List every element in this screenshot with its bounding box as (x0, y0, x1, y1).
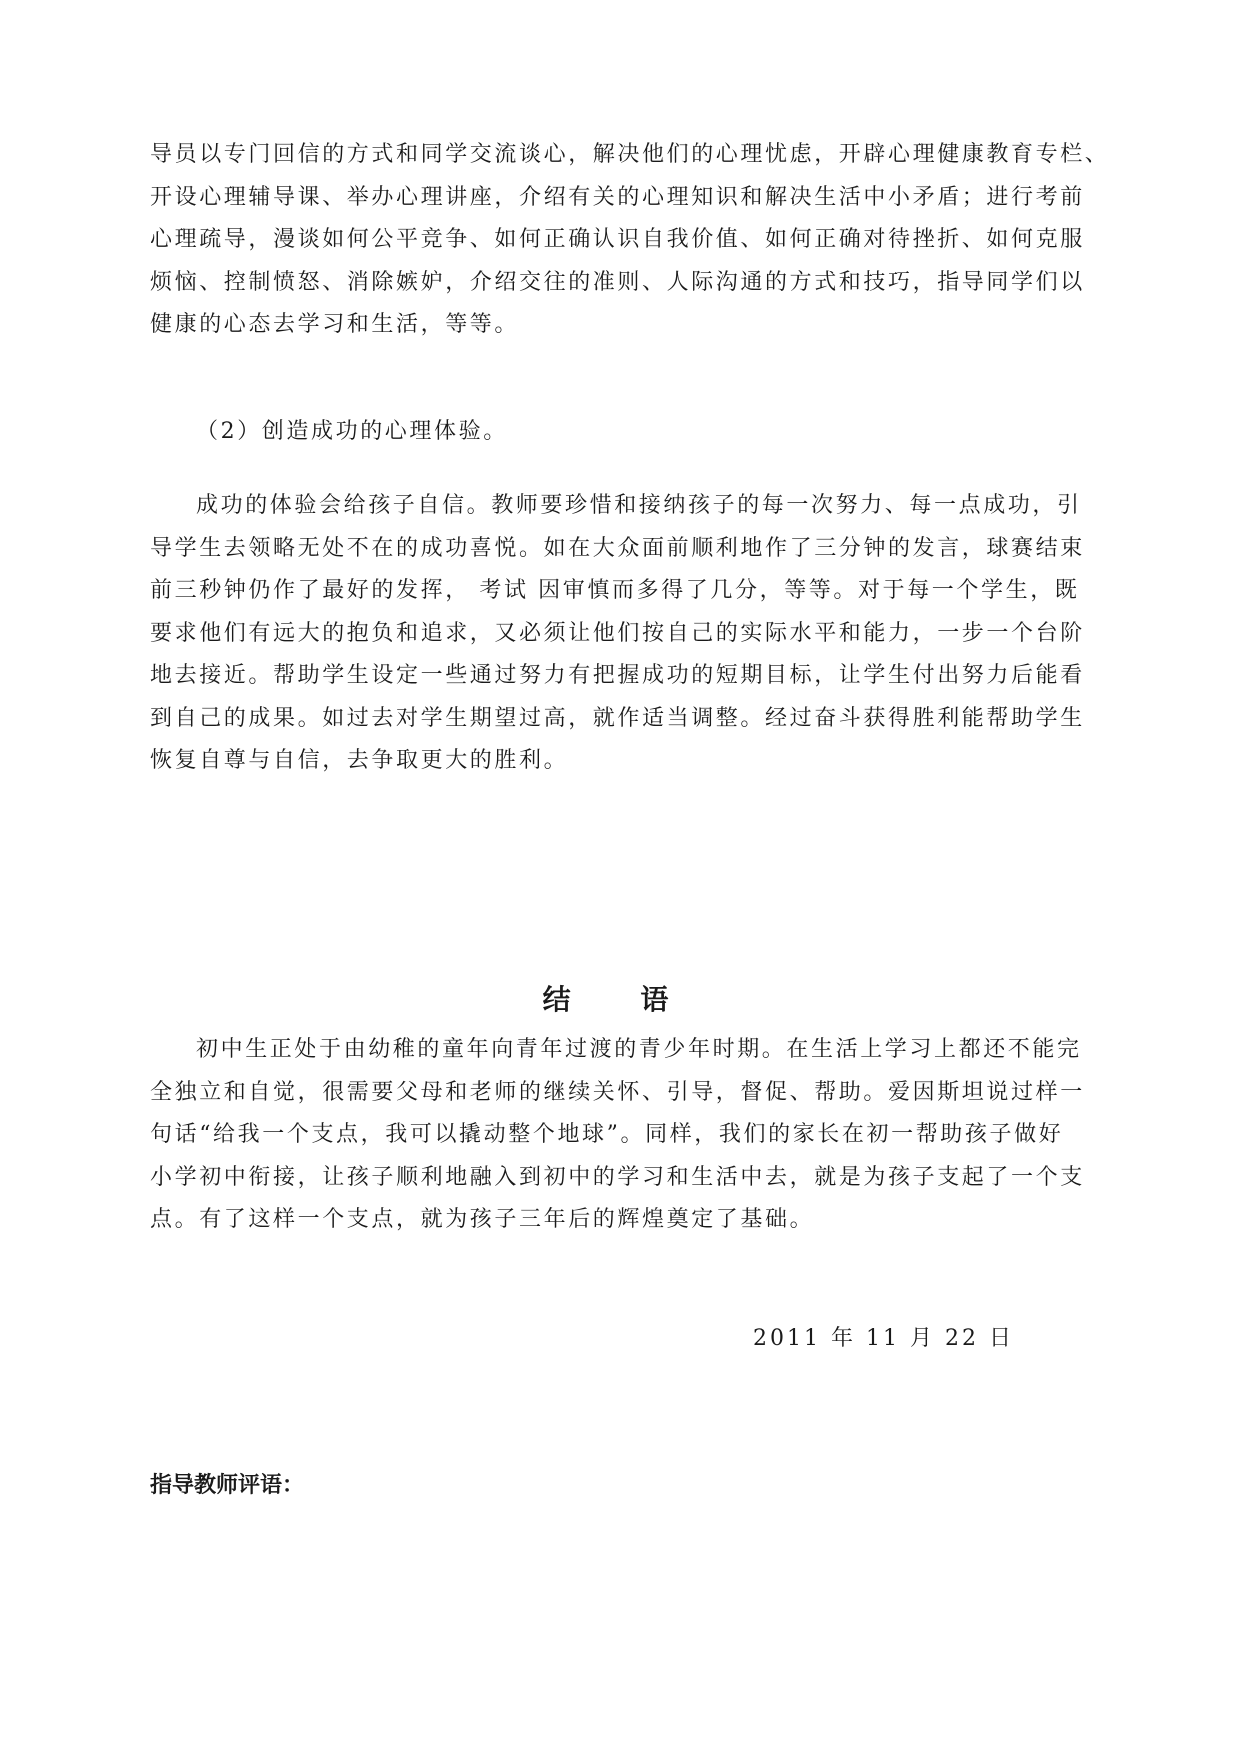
paragraph-1-line: 烦恼、控制愤怒、消除嫉妒，介绍交往的准则、人际沟通的方式和技巧，指导同学们以 (150, 269, 1085, 295)
paragraph-3-line: 前三秒钟仍作了最好的发挥， 考试 因审慎而多得了几分，等等。对于每一个学生，既 (150, 578, 1080, 603)
paragraph-3-line: 导学生去领略无处不在的成功喜悦。如在大众面前顺利地作了三分钟的发言，球赛结束 (150, 535, 1085, 561)
conclusion-line: 点。有了这样一个支点，就为孩子三年后的辉煌奠定了基础。 (150, 1207, 815, 1232)
paragraph-3-line: 要求他们有远大的抱负和追求，又必须让他们按自己的实际水平和能力，一步一个台阶 (150, 620, 1085, 646)
subheading-text: （2）创造成功的心理体验。 (196, 419, 508, 444)
conclusion-line: 小学初中衔接，让孩子顺利地融入到初中的学习和生活中去，就是为孩子支起了一个支 (150, 1164, 1085, 1190)
subheading-paragraph (196, 411, 1141, 454)
body-paragraph-3 (150, 485, 1095, 783)
conclusion-line: 初中生正处于由幼稚的童年向青年过渡的青少年时期。在生活上学习上都还不能完 (196, 1037, 1082, 1062)
advisor-comment-label: 指导教师评语： (150, 1473, 305, 1498)
conclusion-heading: 结 语 (542, 983, 699, 1016)
conclusion-line: 全独立和自觉，很需要父母和老师的继续关怀、引导，督促、帮助。爱因斯坦说过样一 (150, 1079, 1085, 1105)
paragraph-3-line: 到自己的成果。如过去对学生期望过高，就作适当调整。经过奋斗获得胜利能帮助学生 (150, 705, 1085, 731)
paragraph-3-line: 地去接近。帮助学生设定一些通过努力有把握成功的短期目标，让学生付出努力后能看 (150, 663, 1085, 688)
document-date: 2011 年 11 月 22 日 (753, 1326, 1014, 1351)
conclusion-line: 句话“给我一个支点，我可以撬动整个地球”。同样，我们的家长在初一帮助孩子做好 (150, 1122, 1064, 1147)
paragraph-1-line: 心理疏导，漫谈如何公平竞争、如何正确认识自我价值、如何正确对待挫折、如何克服 (150, 227, 1085, 252)
paragraph-3-line: 成功的体验会给孩子自信。教师要珍惜和接纳孩子的每一次努力、每一点成功，引 (196, 493, 1082, 518)
paragraph-1-line: 健康的心态去学习和生活，等等。 (150, 312, 520, 337)
paragraph-3-line: 恢复自尊与自信，去争取更大的胜利。 (150, 748, 569, 773)
paragraph-1-line: 开设心理辅导课、举办心理讲座，介绍有关的心理知识和解决生活中小矛盾；进行考前 (150, 184, 1085, 210)
conclusion-paragraph (150, 1029, 1095, 1242)
body-paragraph-1 (150, 134, 1110, 347)
paragraph-1-line: 导员以专门回信的方式和同学交流谈心，解决他们的心理忧虑，开辟心理健康教育专栏、 (150, 142, 1110, 167)
